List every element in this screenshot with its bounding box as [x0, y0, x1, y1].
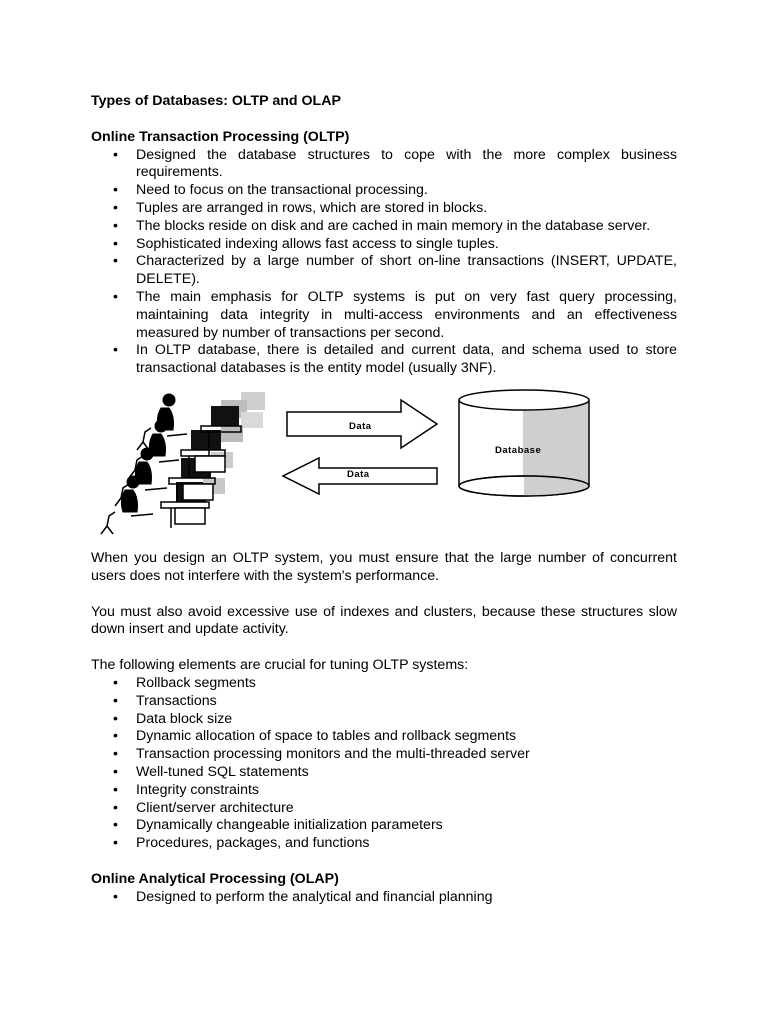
document-title: Types of Databases: OLTP and OLAP [91, 93, 341, 109]
bullet-icon: • [113, 817, 118, 834]
oltp-diagram [91, 378, 677, 550]
list-item: • Procedures, packages, and functions [113, 835, 370, 852]
bullet-icon: • [113, 692, 118, 709]
list-item: • Dynamic allocation of space to tables and rollback segments [113, 728, 517, 745]
list-item: • Characterized by a large number of short on-line transactions (INSERT, UPDATE, DELETE). [113, 253, 677, 288]
arrow-right-label: Data [349, 420, 372, 432]
list-item: • Rollback segments [113, 674, 256, 691]
bullet-icon: • [113, 746, 118, 763]
bullet-icon: • [113, 835, 118, 852]
list-item: • Sophisticated indexing allows fast access to single tuples. [113, 235, 499, 252]
paragraph-tuning-intro: The following elements are crucial for tuning OLTP systems: [91, 657, 469, 674]
bullet-icon: • [113, 199, 118, 216]
list-item: • Need to focus on the transactional processing. [113, 182, 428, 199]
arrow-left-label: Data [347, 468, 370, 480]
list-item: • Dynamically changeable initialization parameters [113, 817, 443, 834]
list-item: • Designed the database structures to cope with the more complex business requirements. [113, 146, 677, 181]
bullet-icon: • [113, 674, 118, 691]
list-item: • The blocks reside on disk and are cached in main memory in the database server. [113, 217, 651, 234]
oltp-diagram-graphic [91, 378, 677, 550]
list-item: • The main emphasis for OLTP systems is put on very fast query processing, maintaining data integrity in multi-access environments and an effectiveness measured by number of transactions per second. [113, 288, 677, 341]
users-workstations-icon [101, 392, 265, 534]
bullet-icon: • [113, 182, 118, 199]
bullet-icon: • [113, 781, 118, 798]
bullet-icon: • [113, 710, 118, 727]
paragraph-indexes: You must also avoid excessive use of indexes and clusters, because these structures slow down insert and update activity. [91, 603, 677, 638]
database-label: Database [495, 444, 542, 456]
list-item: • Integrity constraints [113, 781, 260, 798]
olap-heading: Online Analytical Processing (OLAP) [91, 870, 339, 887]
tuning-list [91, 675, 677, 853]
list-item: • In OLTP database, there is detailed and current data, and schema used to store transactional databases is the entity model (usually 3NF). [113, 342, 677, 377]
bullet-icon: • [113, 235, 118, 252]
bullet-icon: • [113, 146, 118, 163]
list-item: • Transactions [113, 692, 217, 709]
paragraph-concurrency: When you design an OLTP system, you must ensure that the large number of concurrent users does not interfere with the system's performance. [91, 549, 677, 584]
document-page [91, 93, 677, 907]
oltp-heading: Online Transaction Processing (OLTP) [91, 128, 350, 145]
bullet-icon: • [113, 253, 118, 270]
bullet-icon: • [113, 342, 118, 359]
bullet-icon: • [113, 217, 118, 234]
bullet-icon: • [113, 799, 118, 816]
olap-list [91, 889, 677, 907]
bullet-icon: • [113, 888, 118, 905]
oltp-list [91, 147, 677, 378]
list-item: • Well-tuned SQL statements [113, 763, 309, 780]
bullet-icon: • [113, 728, 118, 745]
list-item: • Data block size [113, 710, 233, 727]
list-item: • Designed to perform the analytical and financial planning [113, 888, 493, 905]
list-item: • Tuples are arranged in rows, which are stored in blocks. [113, 199, 488, 216]
bullet-icon: • [113, 763, 118, 780]
list-item: • Transaction processing monitors and the multi-threaded server [113, 746, 530, 763]
list-item: • Client/server architecture [113, 799, 294, 816]
bullet-icon: • [113, 288, 118, 305]
